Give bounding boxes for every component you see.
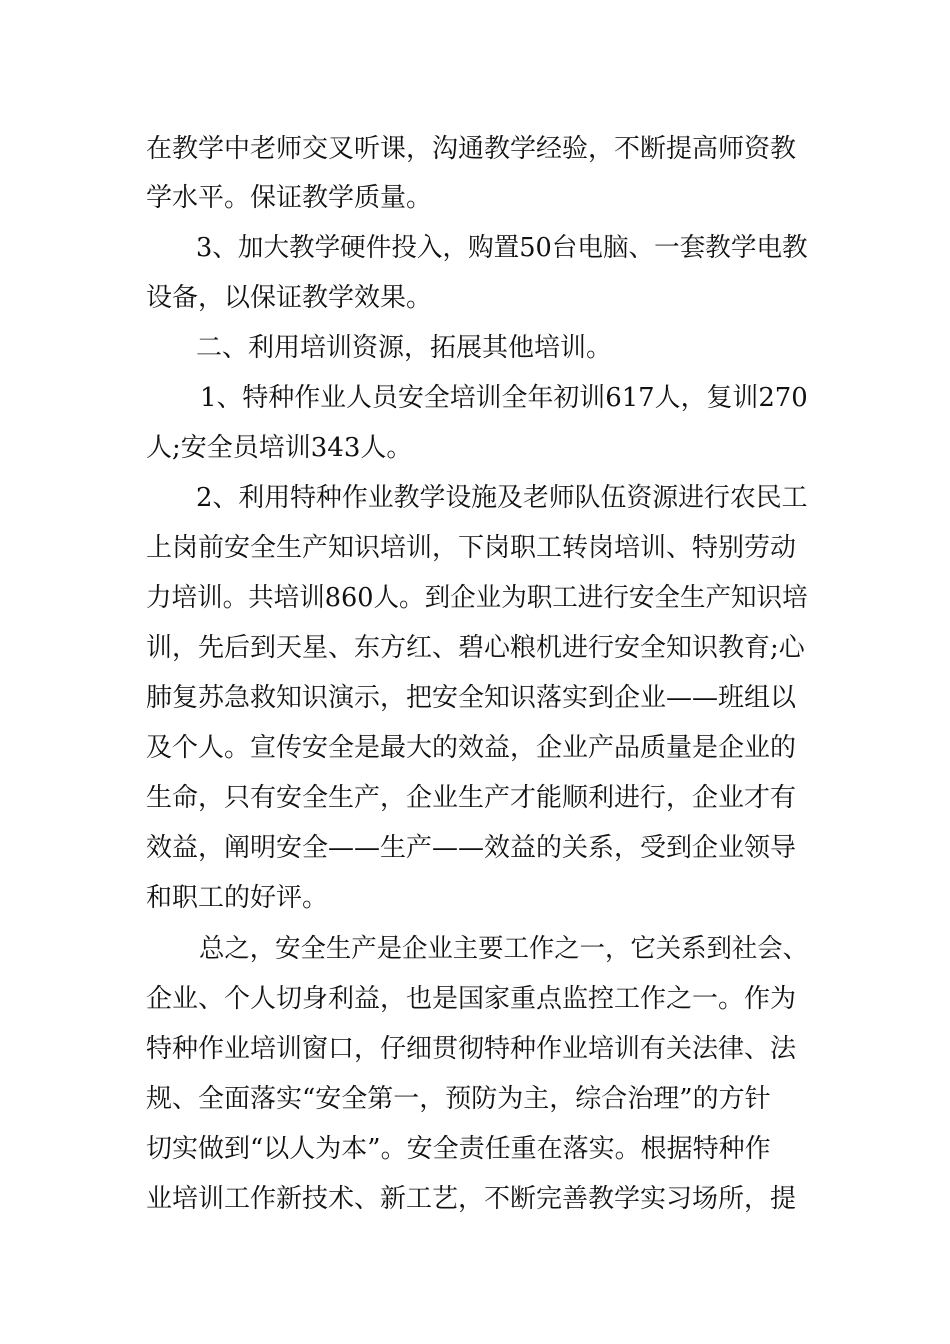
text-line: 3、加大教学硬件投入，购置50台电脑、一套教学电教 xyxy=(196,233,808,263)
text-line: 学水平。保证教学质量。 xyxy=(146,183,433,213)
text-line: 效益，阐明安全——生产——效益的关系，受到企业领导 xyxy=(146,833,797,863)
text-line: 和职工的好评。 xyxy=(146,883,329,913)
text-line: 训，先后到天星、东方红、碧心粮机进行安全知识教育;心 xyxy=(146,633,805,663)
text-line: 企业、个人切身利益，也是国家重点监控工作之一。作为 xyxy=(146,984,797,1014)
text-line: 上岗前安全生产知识培训，下岗职工转岗培训、特别劳动 xyxy=(146,533,797,563)
text-line: 1、特种作业人员安全培训全年初训617人，复训270 xyxy=(200,383,808,413)
text-line: 规、全面落实“安全第一，预防为主，综合治理”的方针 xyxy=(146,1084,771,1114)
text-line: 二、利用培训资源，拓展其他培训。 xyxy=(196,333,613,363)
text-line: 总之，安全生产是企业主要工作之一，它关系到社会、 xyxy=(199,934,809,964)
text-line: 设备，以保证教学效果。 xyxy=(146,283,433,313)
text-line: 特种作业培训窗口，仔细贯彻特种作业培训有关法律、法 xyxy=(146,1034,797,1064)
text-line: 力培训。共培训860人。到企业为职工进行安全生产知识培 xyxy=(146,583,808,613)
text-line: 在教学中老师交叉听课，沟通教学经验，不断提高师资教 xyxy=(146,134,797,164)
text-line: 人;安全员培训343人。 xyxy=(146,433,413,463)
text-line: 及个人。宣传安全是最大的效益，企业产品质量是企业的 xyxy=(146,733,797,763)
text-line: 2、利用特种作业教学设施及老师队伍资源进行农民工 xyxy=(196,483,808,513)
text-line: 业培训工作新技术、新工艺，不断完善教学实习场所，提 xyxy=(146,1184,797,1214)
text-line: 切实做到“以人为本”。安全责任重在落实。根据特种作 xyxy=(146,1134,771,1164)
text-line: 肺复苏急救知识演示，把安全知识落实到企业——班组以 xyxy=(146,683,797,713)
text-line: 生命，只有安全生产，企业生产才能顺利进行，企业才有 xyxy=(146,783,797,813)
